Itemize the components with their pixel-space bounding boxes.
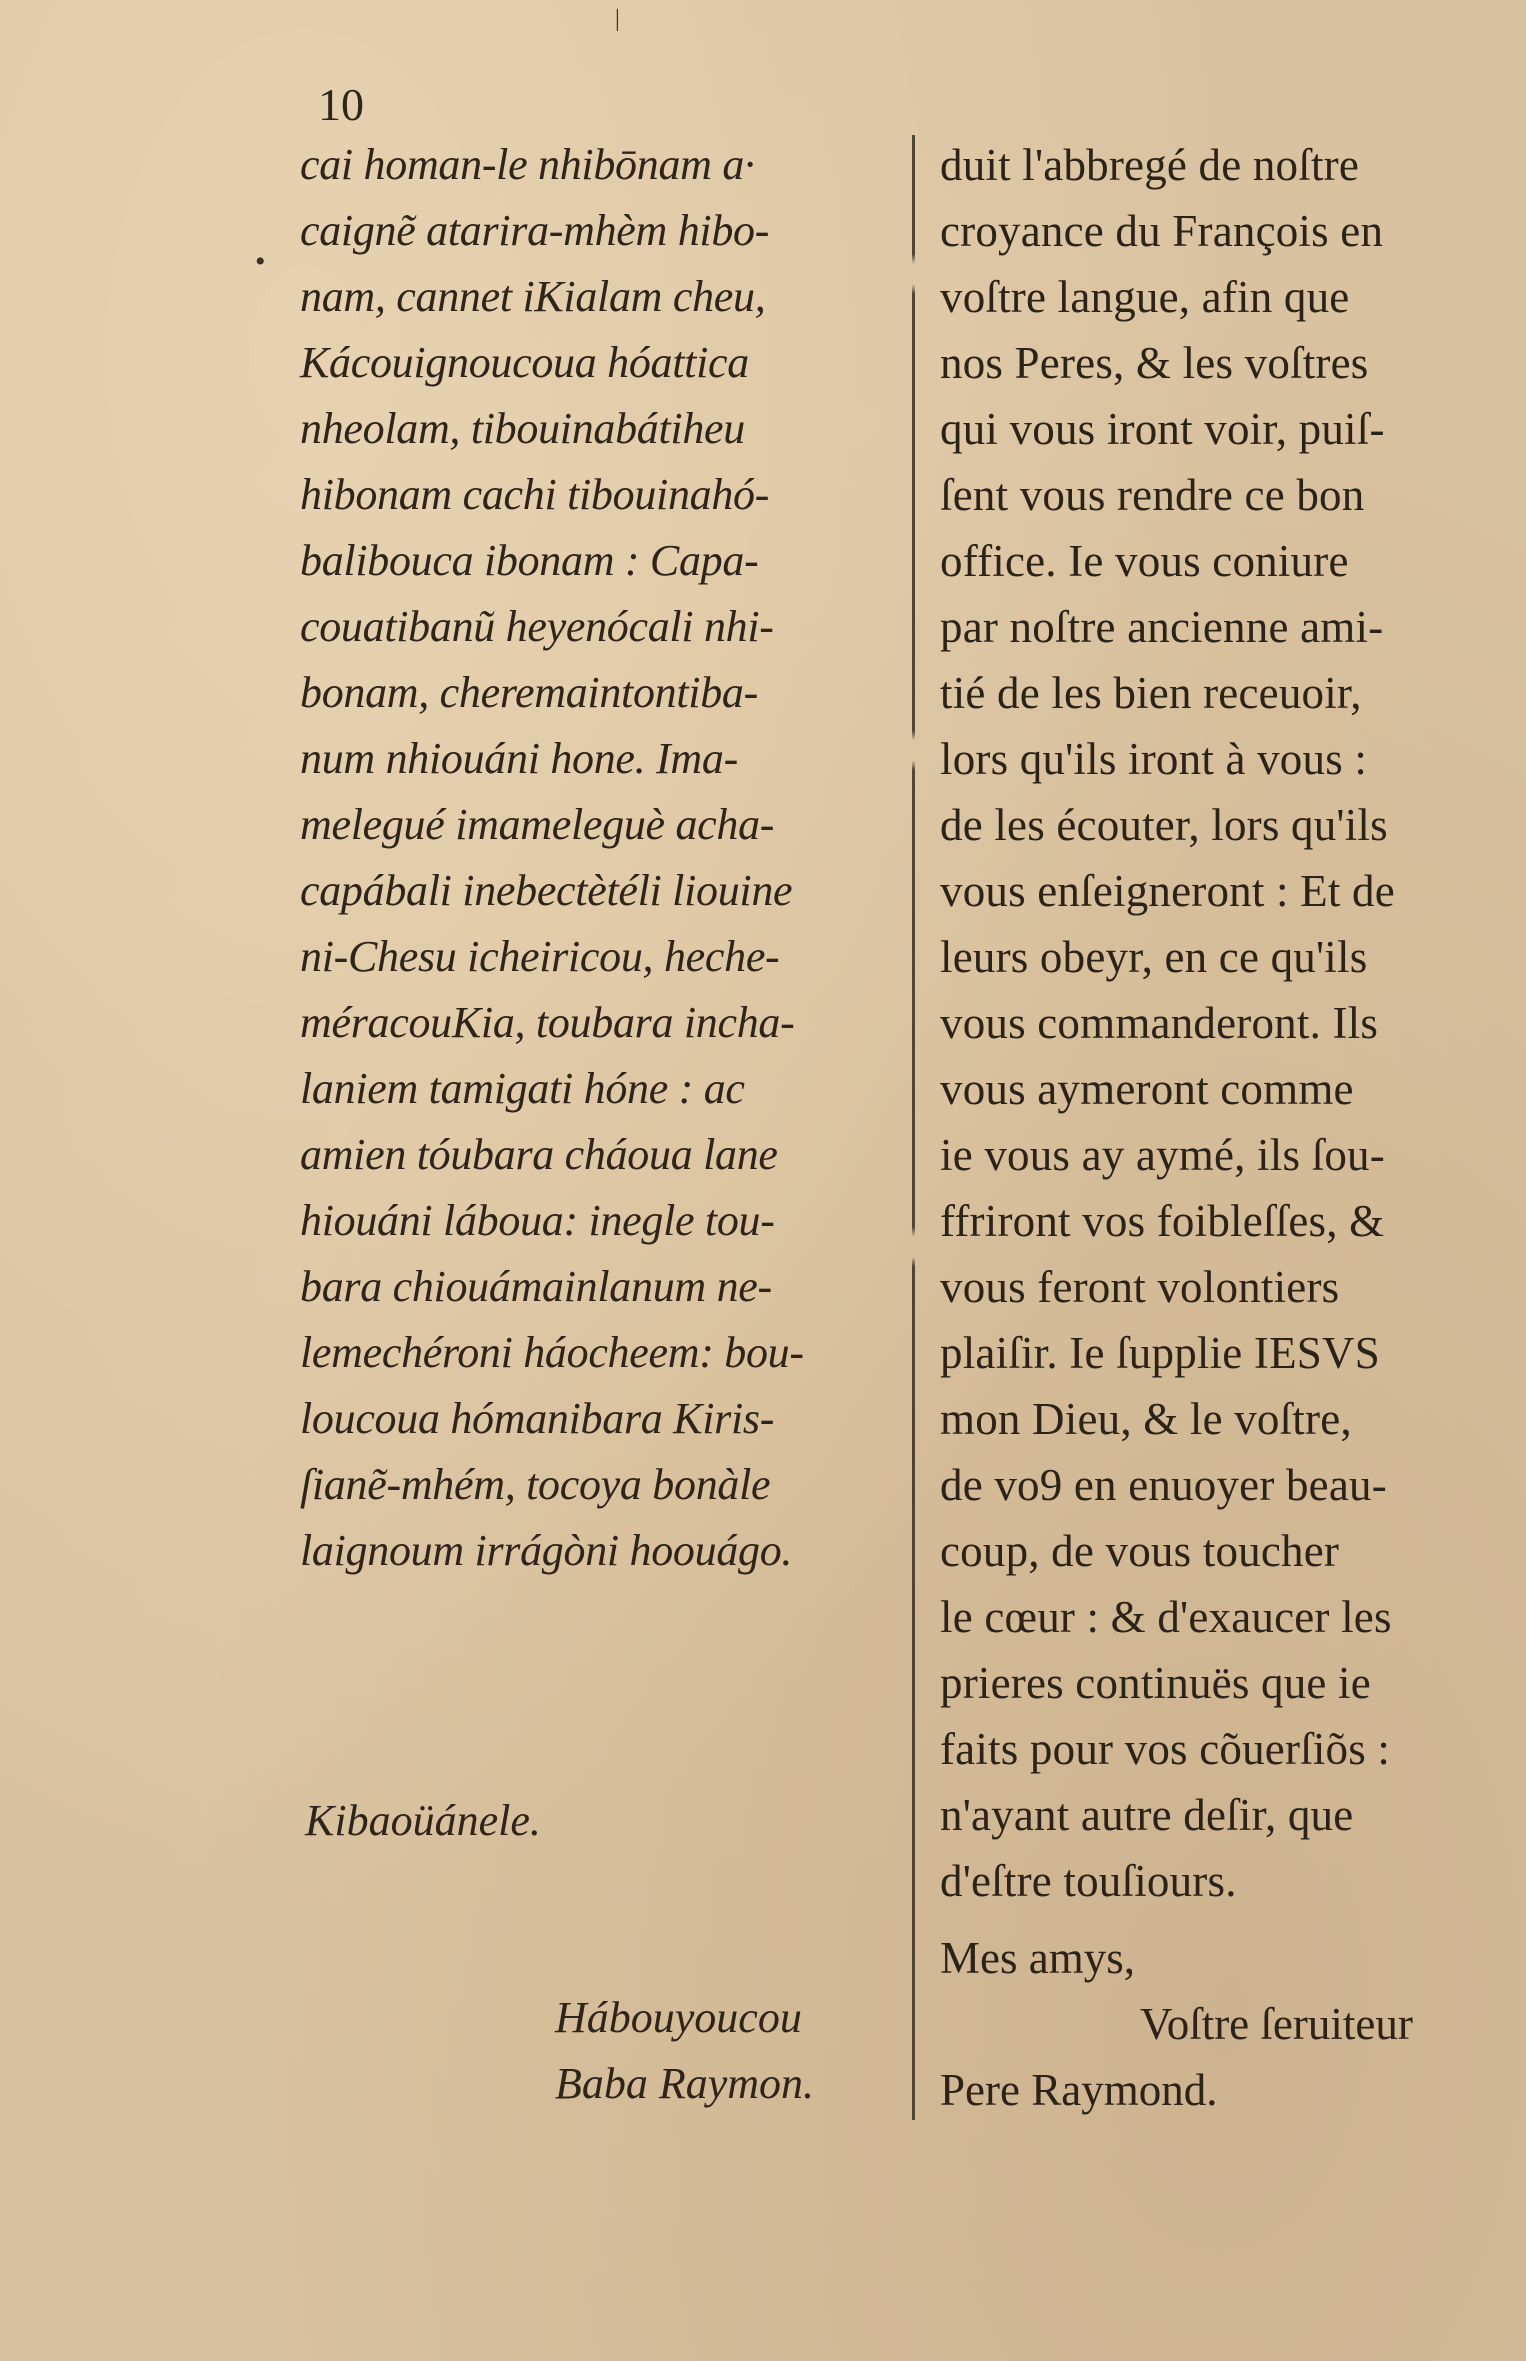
right-line: nos Peres, & les voſtres — [940, 338, 1369, 388]
left-line: balibouca ibonam : Capa- — [300, 536, 759, 585]
right-line: leurs obeyr, en ce qu'ils — [940, 932, 1368, 982]
left-line: laignoum irrágòni hoouágo. — [300, 1526, 793, 1575]
right-line: par noſtre ancienne ami- — [940, 602, 1384, 652]
left-line: lemechéroni háocheem: bou- — [300, 1328, 804, 1377]
right-line: office. Ie vous coniure — [940, 536, 1349, 586]
left-line: hibonam cachi tibouinahó- — [300, 470, 770, 519]
left-line: num nhiouáni hone. Ima- — [300, 734, 738, 783]
left-closing: Kibaoüánele. — [305, 1796, 541, 1845]
right-line: plaiſir. Ie ſupplie IESVS — [940, 1328, 1380, 1378]
right-line: duit l'abbregé de noſtre — [940, 140, 1360, 190]
right-line: tié de les bien receuoir, — [940, 668, 1362, 718]
right-line: voſtre langue, afin que — [940, 272, 1350, 322]
left-line: Kácouignoucoua hóattica — [300, 338, 749, 387]
left-line: nam, cannet iKialam cheu, — [300, 272, 766, 321]
left-line: ſianẽ-mhém, tocoya bonàle — [300, 1460, 771, 1509]
right-line: faits pour vos cõuerſiõs : — [940, 1724, 1391, 1774]
right-line: ſent vous rendre ce bon — [940, 470, 1365, 520]
right-line: de les écouter, lors qu'ils — [940, 800, 1388, 850]
left-line: bara chiouámainlanum ne- — [300, 1262, 772, 1311]
right-line: de vo9 en enuoyer beau- — [940, 1460, 1387, 1510]
right-line: qui vous iront voir, puiſ- — [940, 404, 1385, 454]
right-line: coup, de vous toucher — [940, 1526, 1340, 1576]
left-line: cai homan-le nhibōnam a· — [300, 140, 755, 189]
left-line: loucoua hómanibara Kiris- — [300, 1394, 775, 1443]
ink-speck: • — [255, 245, 266, 278]
left-line: hiouáni láboua: inegle tou- — [300, 1196, 775, 1245]
page-number: 10 — [318, 79, 364, 130]
right-line: mon Dieu, & le voſtre, — [940, 1394, 1352, 1444]
right-line: vous commanderont. Ils — [940, 998, 1379, 1048]
signature-line: Hábouyoucou — [555, 1993, 802, 2042]
left-line: melegué imameleguè acha- — [300, 800, 775, 849]
signature-line: Baba Raymon. — [555, 2059, 815, 2108]
left-line: caignẽ atarira-mhèm hibo- — [300, 206, 770, 255]
right-line: ie vous ay aymé, ils ſou- — [940, 1130, 1385, 1180]
column-divider — [912, 135, 915, 2120]
left-line: laniem tamigati hóne : ac — [300, 1064, 745, 1113]
right-line: n'ayant autre deſir, que — [940, 1790, 1354, 1840]
left-line: ni-Chesu icheiricou, heche- — [300, 932, 780, 981]
left-line: couatibanũ heyenócali nhi- — [300, 602, 774, 651]
salutation: Mes amys, — [940, 1933, 1135, 1983]
right-line: lors qu'ils iront à vous : — [940, 734, 1368, 784]
right-line: le cœur : & d'exaucer les — [940, 1592, 1392, 1642]
right-closing — [940, 1925, 1500, 2123]
left-line: bonam, cheremaintontiba- — [300, 668, 758, 717]
right-line: prieres continuës que ie — [940, 1658, 1371, 1708]
left-column-carib-text — [300, 132, 900, 1584]
left-line: amien tóubara cháoua lane — [300, 1130, 778, 1179]
left-line: méracouKia, toubara incha- — [300, 998, 795, 1047]
left-line: capábali inebectètéli liouine — [300, 866, 793, 915]
right-line: croyance du François en — [940, 206, 1384, 256]
left-signature — [555, 1985, 814, 2117]
right-line: d'eſtre touſiours. — [940, 1856, 1237, 1906]
right-column-french-text — [940, 132, 1500, 1914]
closing-phrase: Voſtre ſeruiteur — [1140, 1999, 1413, 2049]
right-line: ffriront vos foibleſſes, & — [940, 1196, 1385, 1246]
right-line: vous enſeigneront : Et de — [940, 866, 1395, 916]
right-line: vous aymeront comme — [940, 1064, 1354, 1114]
signature-name: Pere Raymond. — [940, 2065, 1218, 2115]
ink-speck: | — [615, 6, 620, 32]
left-line: nheolam, tibouinabátiheu — [300, 404, 745, 453]
right-line: vous feront volontiers — [940, 1262, 1340, 1312]
